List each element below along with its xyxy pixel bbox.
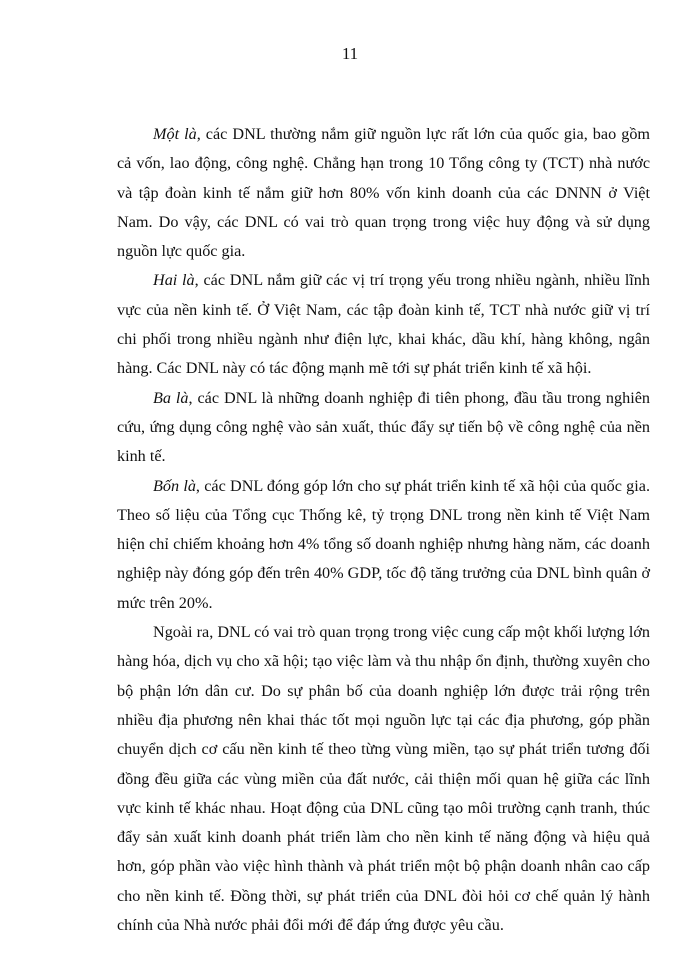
paragraph-text: , các DNL là những doanh nghiệp đi tiên phong, đầu tầu trong nghiên cứu, ứng dụng công nghệ vào sản xuất, thúc đẩy sự tiến bộ về công nghệ của nền kinh tế.	[117, 388, 650, 466]
page-number: 11	[341, 44, 359, 63]
paragraph-1	[117, 120, 650, 266]
body-text	[117, 120, 650, 940]
paragraph-2	[117, 266, 650, 383]
paragraph-4	[117, 472, 650, 618]
paragraph-text: Ngoài ra, DNL có vai trò quan trọng trong việc cung cấp một khối lượng lớn hàng hóa, dịch vụ cho xã hội; tạo việc làm và thu nhập ổn định, thường xuyên cho bộ phận lớn dân cư. Do sự phân bố của doanh nghiệp lớn được trải rộng trên nhiều địa phương nên khai thác tốt mọi nguồn lực tại các địa phương, góp phần chuyển dịch cơ cấu nền kinh tế theo từng vùng miền, tạo sự phát triển tương đối đồng đều giữa các vùng miền của đất nước, cải thiện mối quan hệ giữa các lĩnh vực kinh tế khác nhau. Hoạt động của DNL cũng tạo môi trường cạnh tranh, thúc đẩy sản xuất kinh doanh phát triển làm cho nền kinh tế năng động và hiệu quả hơn, góp phần vào việc hình thành và phát triển một bộ phận doanh nhân cao cấp cho nền kinh tế. Đồng thời, sự phát triển của DNL đòi hỏi cơ chế quản lý hành chính của Nhà nước phải đổi mới để đáp ứng được yêu cầu.	[117, 623, 650, 935]
paragraph-5	[117, 618, 650, 940]
paragraph-text: , các DNL đóng góp lớn cho sự phát triển kinh tế xã hội của quốc gia. Theo số liệu của Tổng cục Thống kê, tỷ trọng DNL trong nền kinh tế Việt Nam hiện chỉ chiếm khoảng hơn 4% tổng số doanh nghiệp nhưng hàng năm, các doanh nghiệp này đóng góp đến trên 40% GDP, tốc độ tăng trưởng của DNL bình quân ở mức trên 20%.	[117, 476, 651, 612]
paragraph-lead: Ba là	[153, 388, 189, 407]
paragraph-3	[117, 384, 650, 472]
paragraph-lead: Bốn là	[153, 476, 196, 495]
paragraph-lead: Hai là	[153, 271, 195, 290]
paragraph-text: , các DNL thường nắm giữ nguồn lực rất lớn của quốc gia, bao gồm cả vốn, lao động, công nghệ. Chẳng hạn trong 10 Tổng công ty (TCT) nhà nước và tập đoàn kinh tế nắm giữ hơn 80% vốn kinh doanh của các DNNN ở Việt Nam. Do vậy, các DNL có vai trò quan trọng trong việc huy động và sử dụng nguồn lực quốc gia.	[117, 125, 650, 261]
paragraph-lead: Một là	[153, 125, 197, 143]
paragraph-text: , các DNL nắm giữ các vị trí trọng yếu trong nhiều ngành, nhiều lĩnh vực của nền kinh tế. Ở Việt Nam, các tập đoàn kinh tế, TCT nhà nước giữ vị trí chi phối trong nhiều ngành như điện lực, khai khác, dầu khí, hàng không, ngân hàng. Các DNL này có tác động mạnh mẽ tới sự phát triển kinh tế xã hội.	[117, 271, 650, 378]
